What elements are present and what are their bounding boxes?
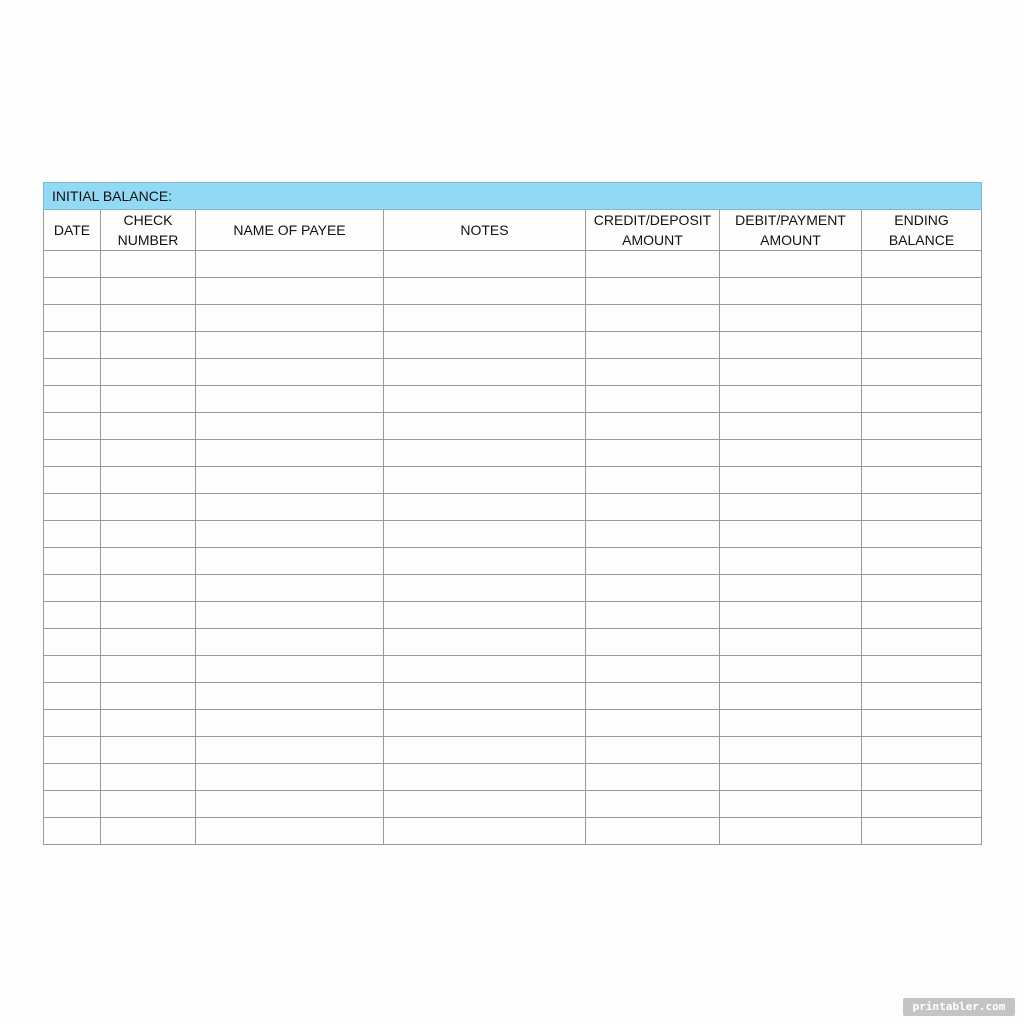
table-cell xyxy=(384,521,586,548)
table-row xyxy=(44,521,982,548)
table-row xyxy=(44,332,982,359)
table-cell xyxy=(862,278,982,305)
table-cell xyxy=(862,818,982,845)
table-cell xyxy=(586,494,720,521)
table-cell xyxy=(720,737,862,764)
table-row xyxy=(44,413,982,440)
column-header-ending-balance: ENDING BALANCE xyxy=(862,210,982,251)
table-row xyxy=(44,251,982,278)
table-cell xyxy=(862,521,982,548)
table-cell xyxy=(44,602,101,629)
table-cell xyxy=(196,710,384,737)
table-cell xyxy=(44,548,101,575)
table-cell xyxy=(384,683,586,710)
table-cell xyxy=(862,440,982,467)
table-cell xyxy=(586,440,720,467)
table-cell xyxy=(862,764,982,791)
check-register-table xyxy=(43,182,982,845)
table-cell xyxy=(586,278,720,305)
table-cell xyxy=(586,575,720,602)
table-cell xyxy=(720,602,862,629)
table-cell xyxy=(44,494,101,521)
table-cell xyxy=(101,359,196,386)
table-cell xyxy=(196,494,384,521)
table-cell xyxy=(586,521,720,548)
table-cell xyxy=(862,386,982,413)
table-cell xyxy=(384,710,586,737)
table-cell xyxy=(101,413,196,440)
table-row xyxy=(44,791,982,818)
table-cell xyxy=(862,602,982,629)
table-cell xyxy=(586,791,720,818)
table-cell xyxy=(862,791,982,818)
table-cell xyxy=(196,656,384,683)
table-cell xyxy=(196,278,384,305)
table-cell xyxy=(196,305,384,332)
table-cell xyxy=(720,359,862,386)
table-row xyxy=(44,440,982,467)
table-cell xyxy=(720,251,862,278)
table-row xyxy=(44,548,982,575)
table-cell xyxy=(384,413,586,440)
table-cell xyxy=(44,575,101,602)
table-cell xyxy=(720,521,862,548)
table-cell xyxy=(44,332,101,359)
table-cell xyxy=(44,656,101,683)
column-header-check-number: CHECK NUMBER xyxy=(101,210,196,251)
table-cell xyxy=(720,494,862,521)
table-cell xyxy=(586,737,720,764)
table-cell xyxy=(720,818,862,845)
table-cell xyxy=(101,548,196,575)
table-cell xyxy=(44,413,101,440)
table-cell xyxy=(862,656,982,683)
table-cell xyxy=(101,818,196,845)
table-row xyxy=(44,602,982,629)
table-cell xyxy=(586,818,720,845)
table-cell xyxy=(586,764,720,791)
table-cell xyxy=(101,467,196,494)
table-cell xyxy=(862,737,982,764)
table-cell xyxy=(384,737,586,764)
table-cell xyxy=(384,251,586,278)
table-cell xyxy=(196,791,384,818)
table-row xyxy=(44,629,982,656)
table-cell xyxy=(862,494,982,521)
column-header-date: DATE xyxy=(44,210,101,251)
table-cell xyxy=(586,656,720,683)
table-cell xyxy=(862,359,982,386)
table-cell xyxy=(720,305,862,332)
table-cell xyxy=(862,710,982,737)
table-cell xyxy=(586,359,720,386)
table-cell xyxy=(196,737,384,764)
column-header-row xyxy=(44,210,982,251)
table-cell xyxy=(720,764,862,791)
table-cell xyxy=(720,413,862,440)
table-cell xyxy=(101,710,196,737)
table-cell xyxy=(862,305,982,332)
table-cell xyxy=(101,251,196,278)
table-cell xyxy=(384,764,586,791)
table-cell xyxy=(384,791,586,818)
table-cell xyxy=(384,548,586,575)
table-cell xyxy=(720,629,862,656)
table-cell xyxy=(196,467,384,494)
table-cell xyxy=(101,737,196,764)
table-cell xyxy=(384,467,586,494)
table-row xyxy=(44,656,982,683)
watermark-label: printabler.com xyxy=(903,998,1015,1016)
table-row xyxy=(44,764,982,791)
table-cell xyxy=(384,656,586,683)
table-cell xyxy=(44,305,101,332)
table-row xyxy=(44,818,982,845)
table-row xyxy=(44,467,982,494)
register-body xyxy=(44,251,982,845)
table-cell xyxy=(586,629,720,656)
table-cell xyxy=(720,791,862,818)
table-row xyxy=(44,278,982,305)
table-cell xyxy=(720,467,862,494)
table-cell xyxy=(720,575,862,602)
table-cell xyxy=(196,818,384,845)
table-cell xyxy=(384,440,586,467)
table-cell xyxy=(44,818,101,845)
table-cell xyxy=(720,440,862,467)
table-cell xyxy=(101,305,196,332)
table-cell xyxy=(196,413,384,440)
table-cell xyxy=(384,602,586,629)
table-cell xyxy=(862,251,982,278)
table-row xyxy=(44,737,982,764)
table-cell xyxy=(196,548,384,575)
column-header-notes: NOTES xyxy=(384,210,586,251)
table-cell xyxy=(586,683,720,710)
table-cell xyxy=(720,710,862,737)
table-cell xyxy=(384,818,586,845)
table-cell xyxy=(44,710,101,737)
table-cell xyxy=(720,656,862,683)
table-cell xyxy=(101,440,196,467)
table-cell xyxy=(384,494,586,521)
table-cell xyxy=(862,467,982,494)
table-cell xyxy=(44,467,101,494)
table-row xyxy=(44,359,982,386)
table-cell xyxy=(586,413,720,440)
table-cell xyxy=(101,656,196,683)
table-cell xyxy=(196,332,384,359)
table-cell xyxy=(196,521,384,548)
table-cell xyxy=(384,629,586,656)
table-row xyxy=(44,575,982,602)
table-cell xyxy=(44,764,101,791)
table-cell xyxy=(101,764,196,791)
table-cell xyxy=(44,521,101,548)
table-cell xyxy=(862,629,982,656)
table-cell xyxy=(196,764,384,791)
table-cell xyxy=(101,332,196,359)
table-row xyxy=(44,683,982,710)
table-cell xyxy=(196,602,384,629)
table-cell xyxy=(44,683,101,710)
table-cell xyxy=(196,386,384,413)
table-cell xyxy=(586,386,720,413)
table-cell xyxy=(44,629,101,656)
table-cell xyxy=(196,251,384,278)
initial-balance-label: INITIAL BALANCE: xyxy=(44,183,982,210)
table-cell xyxy=(101,683,196,710)
table-cell xyxy=(586,332,720,359)
table-cell xyxy=(384,305,586,332)
column-header-name-of-payee: NAME OF PAYEE xyxy=(196,210,384,251)
table-cell xyxy=(384,575,586,602)
table-cell xyxy=(196,359,384,386)
initial-balance-row xyxy=(44,183,982,210)
table-cell xyxy=(586,305,720,332)
table-cell xyxy=(101,386,196,413)
table-cell xyxy=(101,602,196,629)
table-cell xyxy=(44,278,101,305)
table-cell xyxy=(101,575,196,602)
table-cell xyxy=(720,548,862,575)
table-cell xyxy=(44,386,101,413)
table-cell xyxy=(384,278,586,305)
table-cell xyxy=(44,440,101,467)
table-cell xyxy=(586,710,720,737)
column-header-debit-payment-amount: DEBIT/PAYMENT AMOUNT xyxy=(720,210,862,251)
table-cell xyxy=(101,791,196,818)
table-cell xyxy=(196,575,384,602)
table-row xyxy=(44,386,982,413)
table-cell xyxy=(196,683,384,710)
table-row xyxy=(44,710,982,737)
table-cell xyxy=(44,251,101,278)
table-row xyxy=(44,494,982,521)
table-cell xyxy=(196,629,384,656)
table-cell xyxy=(720,386,862,413)
table-cell xyxy=(384,386,586,413)
table-cell xyxy=(384,332,586,359)
table-cell xyxy=(862,332,982,359)
table-row xyxy=(44,305,982,332)
table-cell xyxy=(101,629,196,656)
table-cell xyxy=(862,413,982,440)
table-cell xyxy=(720,683,862,710)
table-cell xyxy=(44,359,101,386)
table-cell xyxy=(586,602,720,629)
table-cell xyxy=(101,494,196,521)
table-cell xyxy=(44,737,101,764)
table-cell xyxy=(586,251,720,278)
table-cell xyxy=(384,359,586,386)
table-cell xyxy=(101,521,196,548)
table-cell xyxy=(196,440,384,467)
table-cell xyxy=(862,575,982,602)
table-cell xyxy=(862,683,982,710)
table-cell xyxy=(862,548,982,575)
table-cell xyxy=(586,548,720,575)
table-cell xyxy=(720,278,862,305)
table-cell xyxy=(720,332,862,359)
column-header-credit-deposit-amount: CREDIT/DEPOSIT AMOUNT xyxy=(586,210,720,251)
table-cell xyxy=(586,467,720,494)
table-cell xyxy=(44,791,101,818)
table-cell xyxy=(101,278,196,305)
